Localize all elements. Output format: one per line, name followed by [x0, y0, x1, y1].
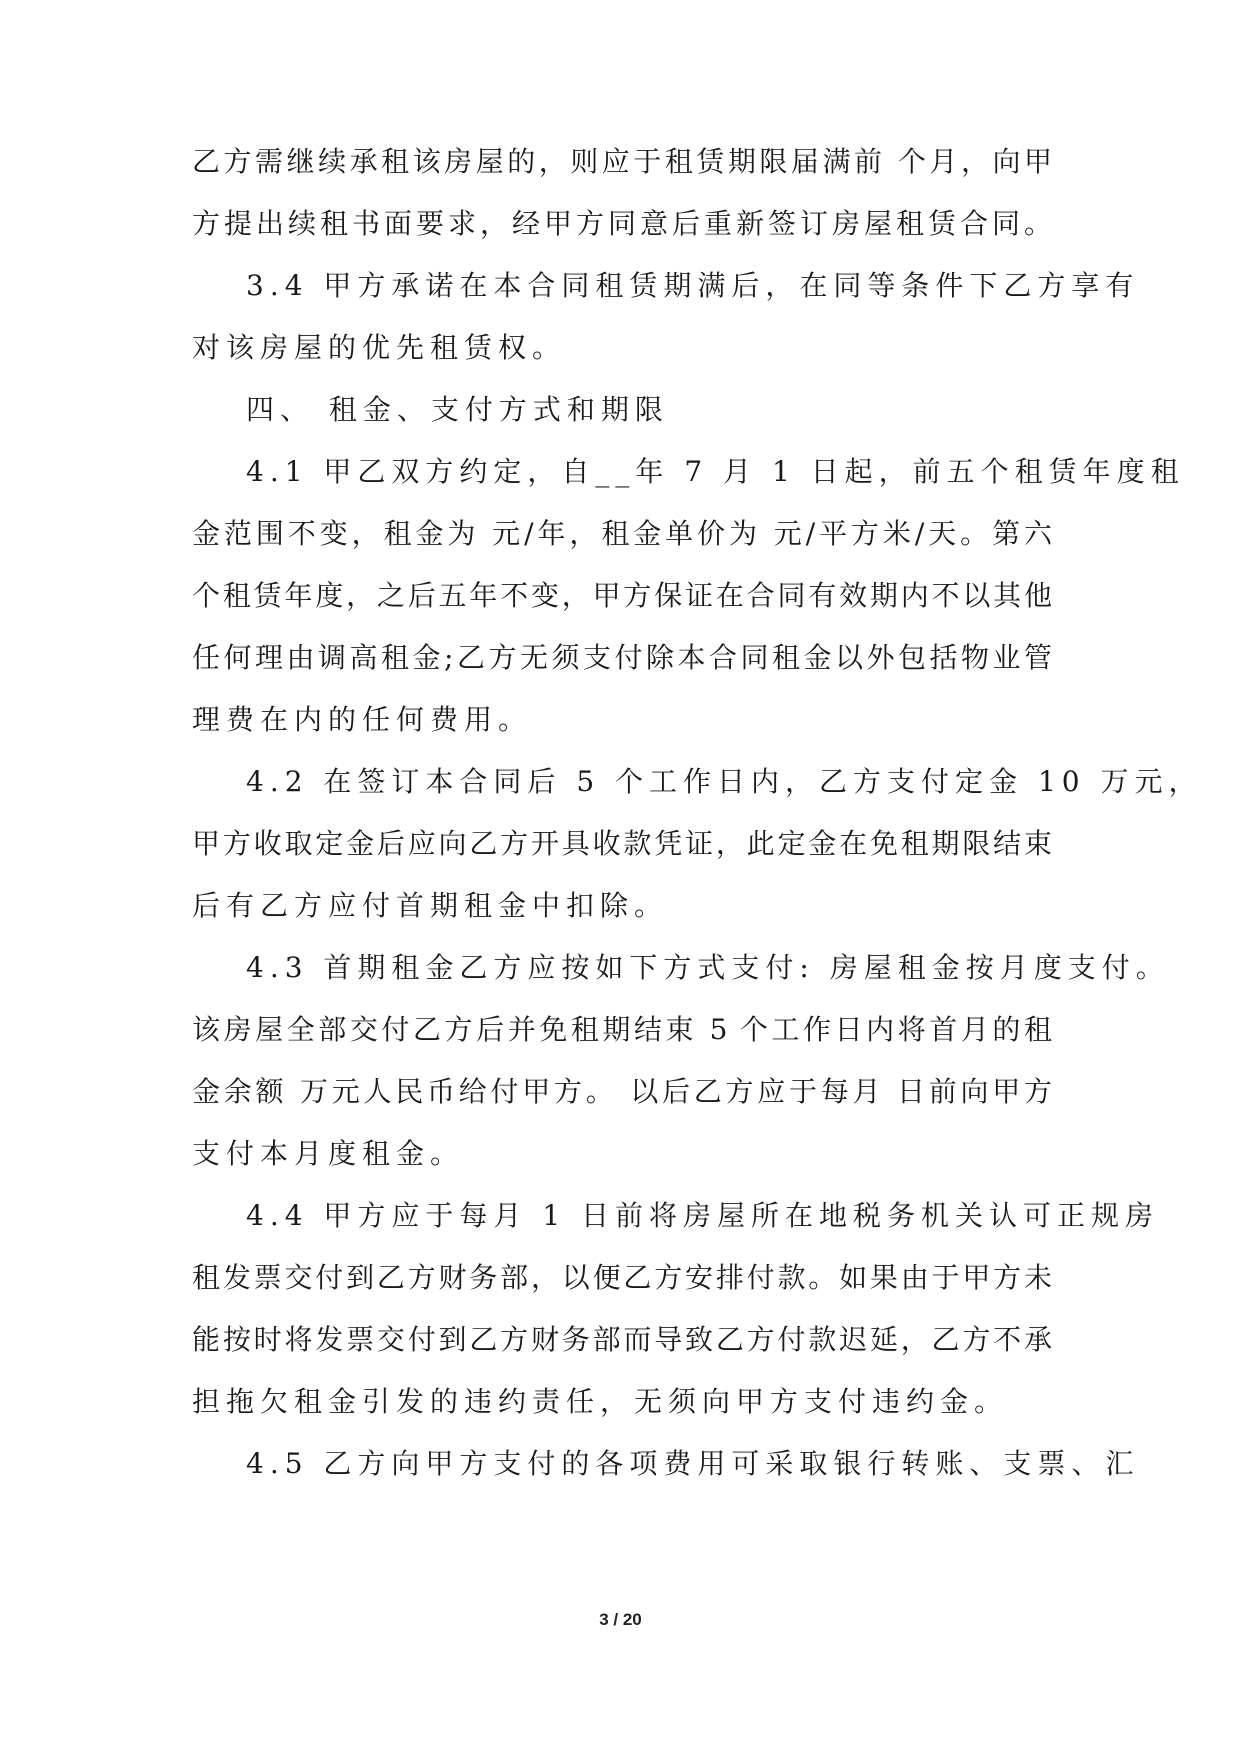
- body-line-16: 金余额 万元人民币给付甲方。 以后乙方应于每月 日前向甲方: [192, 1075, 1052, 1108]
- body-line-10: 理费在内的任何费用。: [192, 703, 533, 736]
- body-line-21: 担拖欠租金引发的违约责任，无须向甲方支付违约金。: [192, 1385, 1009, 1418]
- clause-4-5-line: 4.5 乙方向甲方支付的各项费用可采取银行转账、支票、汇: [246, 1447, 1140, 1480]
- body-line-9: 任何理由调高租金;乙方无须支付除本合同租金以外包括物业管: [192, 641, 1052, 674]
- body-line-19: 租发票交付到乙方财务部，以便乙方安排付款。如果由于甲方未: [192, 1261, 1052, 1294]
- body-line-17: 支付本月度租金。: [192, 1137, 465, 1170]
- section-4-heading: 四、 租金、支付方式和期限: [246, 393, 669, 426]
- body-line-1: 乙方需继续承租该房屋的，则应于租赁期限届满前 个月，向甲: [192, 145, 1052, 178]
- body-line-20: 能按时将发票交付到乙方财务部而导致乙方付款迟延，乙方不承: [192, 1323, 1052, 1356]
- clause-4-2-line: 4.2 在签订本合同后 5 个工作日内，乙方支付定金 10 万元，: [246, 765, 1203, 798]
- clause-4-3-line: 4.3 首期租金乙方应按如下方式支付: 房屋租金按月度支付。: [246, 951, 1170, 984]
- body-line-8: 个租赁年度，之后五年不变，甲方保证在合同有效期内不以其他: [192, 579, 1052, 612]
- clause-4-1-line: 4.1 甲乙双方约定，自__年 7 月 1 日起，前五个租赁年度租: [246, 455, 1185, 488]
- body-line-12: 甲方收取定金后应向乙方开具收款凭证，此定金在免租期限结束: [192, 827, 1052, 860]
- page-number: 3 / 20: [599, 1610, 642, 1629]
- clause-4-4-line: 4.4 甲方应于每月 1 日前将房屋所在地税务机关认可正规房: [246, 1199, 1160, 1232]
- body-line-2: 方提出续租书面要求，经甲方同意后重新签订房屋租赁合同。: [192, 207, 1052, 240]
- clause-3-4-heading-line: 3.4 甲方承诺在本合同租赁期满后，在同等条件下乙方享有: [246, 269, 1140, 302]
- body-line-13: 后有乙方应付首期租金中扣除。: [192, 889, 669, 922]
- body-line-4: 对该房屋的优先租赁权。: [192, 331, 567, 364]
- body-line-7: 金范围不变，租金为 元/年，租金单价为 元/平方米/天。第六: [192, 517, 1052, 550]
- body-line-15: 该房屋全部交付乙方后并免租期结束 5 个工作日内将首月的租: [192, 1013, 1052, 1046]
